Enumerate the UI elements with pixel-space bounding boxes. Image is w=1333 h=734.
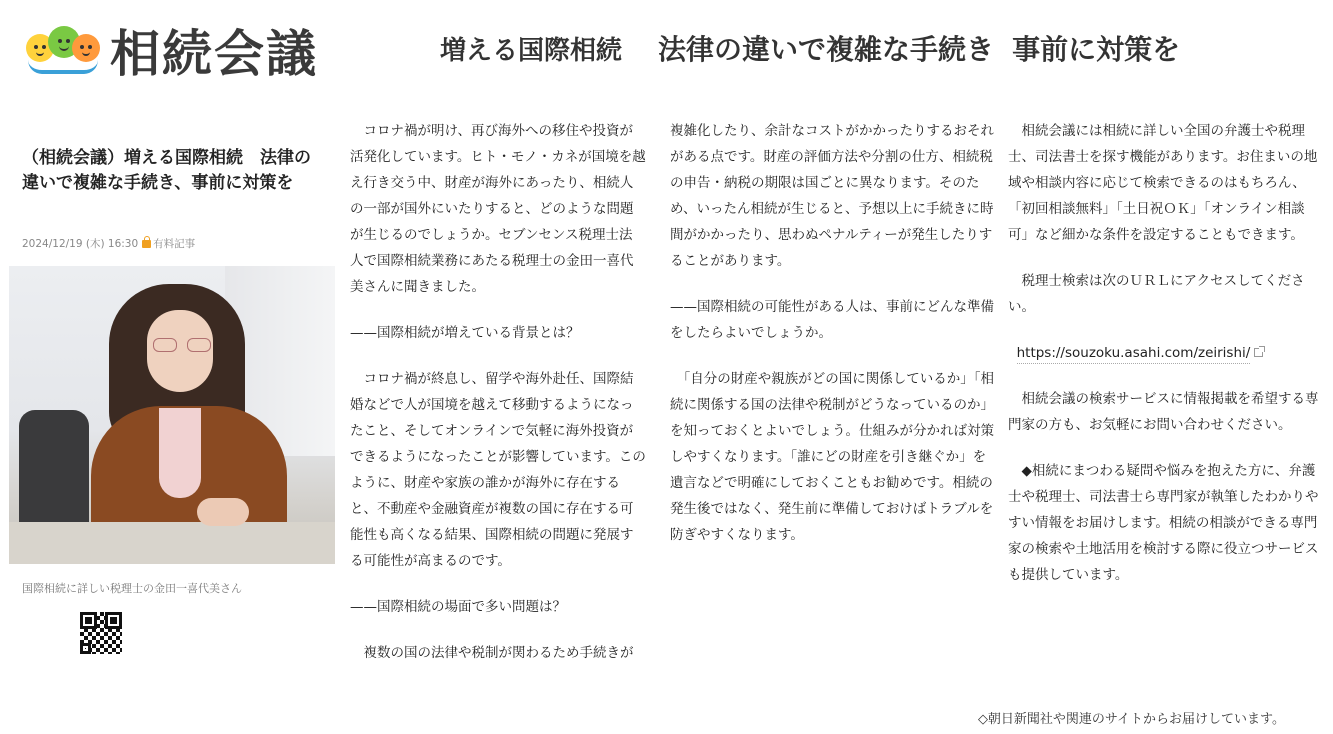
article-column-1 <box>350 118 646 666</box>
logo-faces-icon <box>24 22 104 78</box>
lock-icon <box>142 240 151 248</box>
paragraph: コロナ禍が終息し、留学や海外赴任、国際結婚などで人が国境を越えて移動するようになったこと、そしてオンラインで気軽に海外投資ができるようになったことが影響しています。このように、財産や家族の誰かが海外に存在すると、不動産や金融資産が複数の国に存在する可能性も高くなる結果、国際相続の問題に発展する可能性が高まるのです。 <box>350 371 646 569</box>
site-logo[interactable] <box>24 16 354 84</box>
headline-banner <box>440 28 1320 68</box>
headline-tail: 事前に対策を <box>1012 33 1181 66</box>
headline-lead: 増える国際相続 <box>440 36 623 66</box>
logo-text: 相続会議 <box>110 24 318 83</box>
paragraph: 相続会議には相続に詳しい全国の弁護士や税理士、司法書士を探す機能があります。お住まいの地域や相談内容に応じて検索できるのはもちろん、「初回相談無料」「土日祝ＯＫ」「オンライン相談可」など細かな条件を設定することもできます。 <box>1008 123 1318 243</box>
url-paragraph <box>1008 340 1320 366</box>
footer-note: ◇朝日新聞社や関連のサイトからお届けしています。 <box>977 712 1285 727</box>
paragraph: 税理士検索は次のＵＲＬにアクセスしてください。 <box>1008 273 1305 315</box>
external-link-icon[interactable] <box>1254 348 1263 357</box>
question-heading: ——国際相続の場面で多い問題は？ <box>350 599 566 615</box>
article-date: 2024/12/19 (木) 16:30 <box>22 238 139 250</box>
paragraph: ◆相続にまつわる疑問や悩みを抱えた方に、弁護士や税理士、司法書士ら専門家が執筆したわかりやすい情報をお届けします。相続の相談ができる専門家の検索や土地活用を検討する際に役立つサービスも提供しています。 <box>1008 463 1319 583</box>
photo-caption: 国際相続に詳しい税理士の金田一喜代美さん <box>22 582 242 595</box>
article-title: （相続会議）増える国際相続 法律の違いで複雑な手続き、事前に対策を <box>22 148 311 193</box>
paragraph: 複雑化したり、余計なコストがかかったりするおそれがある点です。財産の評価方法や分割の仕方、相続税の申告・納税の期限は国ごとに異なります。そのため、いったん相続が生じると、予想以上に手続きに時間がかかったり、思わぬペナルティーが発生したりすることがあります。 <box>670 123 994 269</box>
qr-code-icon <box>80 612 122 654</box>
article-photo <box>9 266 335 564</box>
zeirishi-search-link[interactable]: https://souzoku.asahi.com/zeirishi/ <box>1017 345 1251 364</box>
paragraph: 「自分の財産や親族がどの国に関係しているか」「相続に関係する国の法律や税制がどうなっているのか」を知っておくとよいでしょう。仕組みが分かれば対策しやすくなります。「誰にどの財産を引き継ぐか」を遺言などで明確にしておくこともお勧めです。相続の発生後ではなく、発生前に準備しておけばトラブルを防ぎやすくなります。 <box>670 371 994 543</box>
headline-main: 法律の違いで複雑な手続き <box>658 33 995 66</box>
article-column-3 <box>1008 118 1320 588</box>
question-heading: ——国際相続の可能性がある人は、事前にどんな準備をしたらよいでしょうか。 <box>670 299 994 341</box>
question-heading: ——国際相続が増えている背景とは？ <box>350 325 580 341</box>
paragraph: 相続会議の検索サービスに情報掲載を希望する専門家の方も、お気軽にお問い合わせください。 <box>1008 391 1319 433</box>
paid-badge: 有料記事 <box>153 238 196 250</box>
article-column-2 <box>670 118 996 548</box>
paragraph: コロナ禍が明け、再び海外への移住や投資が活発化しています。ヒト・モノ・カネが国境を越え行き交う中、財産が海外にあったり、相続人の一部が国外にいたりすると、どのような問題が生じるのでしょうか。セブンセンス税理士法人で国際相続業務にあたる税理士の金田一喜代美さんに聞きました。 <box>350 123 646 295</box>
article-meta <box>22 236 195 251</box>
paragraph: 複数の国の法律や税制が関わるため手続きが <box>350 645 634 661</box>
